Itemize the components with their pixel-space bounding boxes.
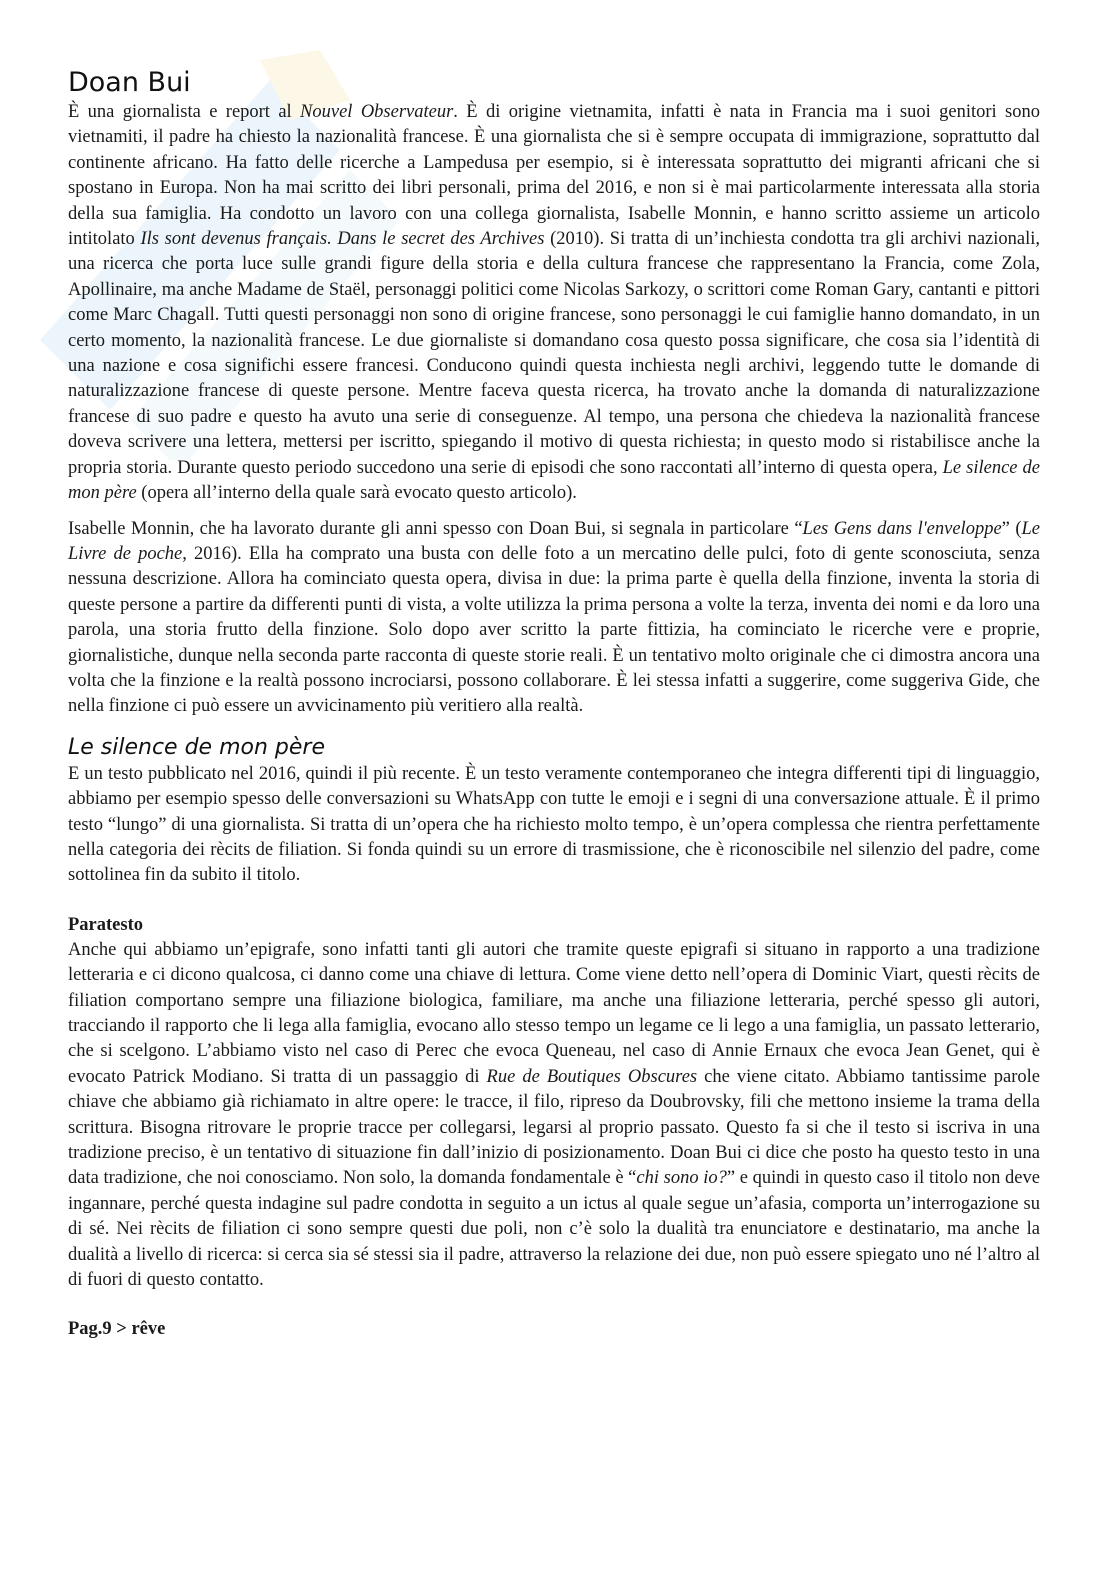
para1-italic-2: Ils sont devenus français. Dans le secret des Archives — [140, 229, 545, 250]
para4-italic-1: Rue de Boutiques Obscures — [486, 1066, 698, 1087]
para4-text-2: che viene citato. Abbiamo tantissime parole chiave che abbiamo già richiamato in altre opere: le tracce, il filo, ripreso da Doubrovsky, fili che mettono insieme la trama della scrittura. Bisogna ritrovare le proprie tracce per collegarsi, legarsi al proprio passato. Questo fa si che il testo si iscriva in una tradizione preciso, è un tentativo di situazione fin dall’inizio di posizionamento. Doan Bui ci dice che posto ha questo testo in una data tradizione, che noi conosciamo. Non solo, la domanda fondamentale è “ — [68, 1066, 1040, 1189]
para1-text-3: (2010). Si tratta di un’inchiesta condotta tra gli archivi nazionali, una ricerca che porta luce sulle grandi figure della storia e della cultura francese che rappresentano la Francia, come Zola, Apollinaire, ma anche Madame de Staël, personaggi politici come Nicolas Sarkozy, o scrittori come Roman Gary, cantanti e pittori come Marc Chagall. Tutti questi personaggi non sono di origine francese, sono personaggi le cui famiglie hanno domandato, in un certo momento, la nazionalità francese. Le due giornaliste si domandano cosa questo possa significare, che cosa sia l’identità di una nazione e cosa significhi essere francesi. Conducono quindi questa inchiesta negli archivi, leggendo tutte le domande di naturalizzazione francese di queste persone. Mentre faceva questa ricerca, ha trovato anche la domanda di naturalizzazione francese di suo padre e questo ha avuto una serie di conseguenze. Al tempo, una persona che chiedeva la nazionalità francese doveva scrivere una lettera, mettersi per iscritto, spiegando il motivo di questa richiesta; in questo modo si ristabilisce anche la propria storia. Durante questo periodo succedono una serie di episodi che sono raccontati all’interno di questa opera, — [68, 229, 1041, 478]
para2-text-3: , 2016). Ella ha comprato una busta con delle foto a un mercatino delle pulci, foto di gente sconosciuta, senza nessuna descrizione. Allora ha cominciato questa opera, divisa in due: la prima parte è quella della finzione, inventa la storia di queste persone a partire da differenti punti di vista, a volte utilizza la prima persona a volte la terza, inventa dei nomi e da loro una parola, una storia frutto della finzione. Solo dopo aver scritto la parte fittizia, ha cominciato le ricerche vere e proprie, giornalistiche, dunque nella seconda parte racconta di queste storie reali. È un tentativo molto originale che ci dimostra ancora una volta che la finzione e la realtà possono incrociarsi, possono collaborare. È lei stessa infatti a suggerire, come suggeriva Gide, che nella finzione ci può essere un avvicinamento più veritiero alla realtà. — [68, 543, 1040, 717]
para2-text-1: Isabelle Monnin, che ha lavorato durante gli anni spesso con Doan Bui, si segnala in particolare “ — [68, 518, 803, 539]
para4-italic-2: chi sono io? — [636, 1168, 727, 1189]
paragraph-paratesto — [68, 938, 1040, 1294]
section-title: Le silence de mon père — [68, 734, 325, 760]
page-reference: Pag.9 > rêve — [68, 1319, 166, 1340]
paragraph-intro — [68, 100, 1040, 507]
para2-text-2: ” ( — [1001, 518, 1022, 539]
para2-italic-2: Le Livre de poche — [68, 518, 1040, 564]
para1-text-4: (opera all’interno della quale sarà evocato questo articolo). — [136, 483, 577, 504]
document-page — [68, 66, 1040, 1342]
para4-text-3: ” e quindi in questo caso il titolo non deve ingannare, perché questa indagine sul padre condotta in seguito a un ictus al quale segue un’afasia, comporta un’interrogazione su di sé. Nei rècits de filiation ci sono sempre questi due poli, non c’è solo la dualità tra enunciatore e destinatario, ma anche la dualità a livello di ricerca: si cerca sia sé stessi sia il padre, attraverso la relazione dei due, non può essere spiegato uno né l’altro al di fuori di questo contatto. — [68, 1168, 1040, 1291]
subheading-paratesto: Paratesto — [68, 914, 143, 935]
page-title: Doan Bui — [68, 67, 191, 98]
para2-italic-1: Les Gens dans l'enveloppe — [802, 518, 1002, 539]
para1-italic-1: Nouvel Observateur — [300, 102, 454, 122]
paragraph-silence: E un testo pubblicato nel 2016, quindi il più recente. È un testo veramente contemporaneo che integra differenti tipi di linguaggio, abbiamo per esempio spesso delle conversazioni su WhatsApp con tutte le emoji e i segni di una conversazione attuale. È il primo testo “lungo” di una giornalista. Si tratta di un’opera che ha richiesto molto tempo, è un’opera complessa che rientra perfettamente nella categoria dei rècits de filiation. Si fonda quindi su un errore di trasmissione, che è riconoscibile nel silenzio del padre, come sottolinea fin da subito il titolo. — [68, 763, 1040, 886]
para1-text-2: . È di origine vietnamita, infatti è nata in Francia ma i suoi genitori sono vietnamiti, il padre ha chiesto la nazionalità francese. È una giornalista che si è sempre occupata di immigrazione, soprattutto dal continente africano. Ha fatto delle ricerche a Lampedusa per esempio, si è interessata soprattutto dei migranti africani che si spostano in Europa. Non ha mai scritto dei libri personali, prima del 2016, e non si è mai particolarmente interessata alla storia della sua famiglia. Ha condotto un lavoro con una collega giornalista, Isabelle Monnin, e hanno scritto assieme un articolo intitolato — [68, 102, 1040, 250]
para1-italic-3: Le silence de mon père — [68, 457, 1040, 504]
para4-text-1: Anche qui abbiamo un’epigrafe, sono infatti tanti gli autori che tramite queste epigrafi si situano in rapporto a una tradizione letteraria e ci dicono qualcosa, ci danno come una chiave di lettura. Come viene detto nell’opera di Dominic Viart, questi rècits de filiation comportano sempre una filiazione biologica, familiare, ma anche una filiazione letteraria, perché spesso gli autori, tracciando il rapporto che li lega alla famiglia, evocano allo stesso tempo un legame ce li lego a una famiglia, un passato letterario, che si scelgono. L’abbiamo visto nel caso di Perec che evoca Queneau, nel caso di Annie Ernaux che evoca Jean Genet, qui è evocato Patrick Modiano. Si tratta di un passaggio di — [68, 939, 1040, 1087]
para1-text-1: È una giornalista e report al — [68, 102, 301, 122]
paragraph-monnin — [68, 517, 1040, 720]
